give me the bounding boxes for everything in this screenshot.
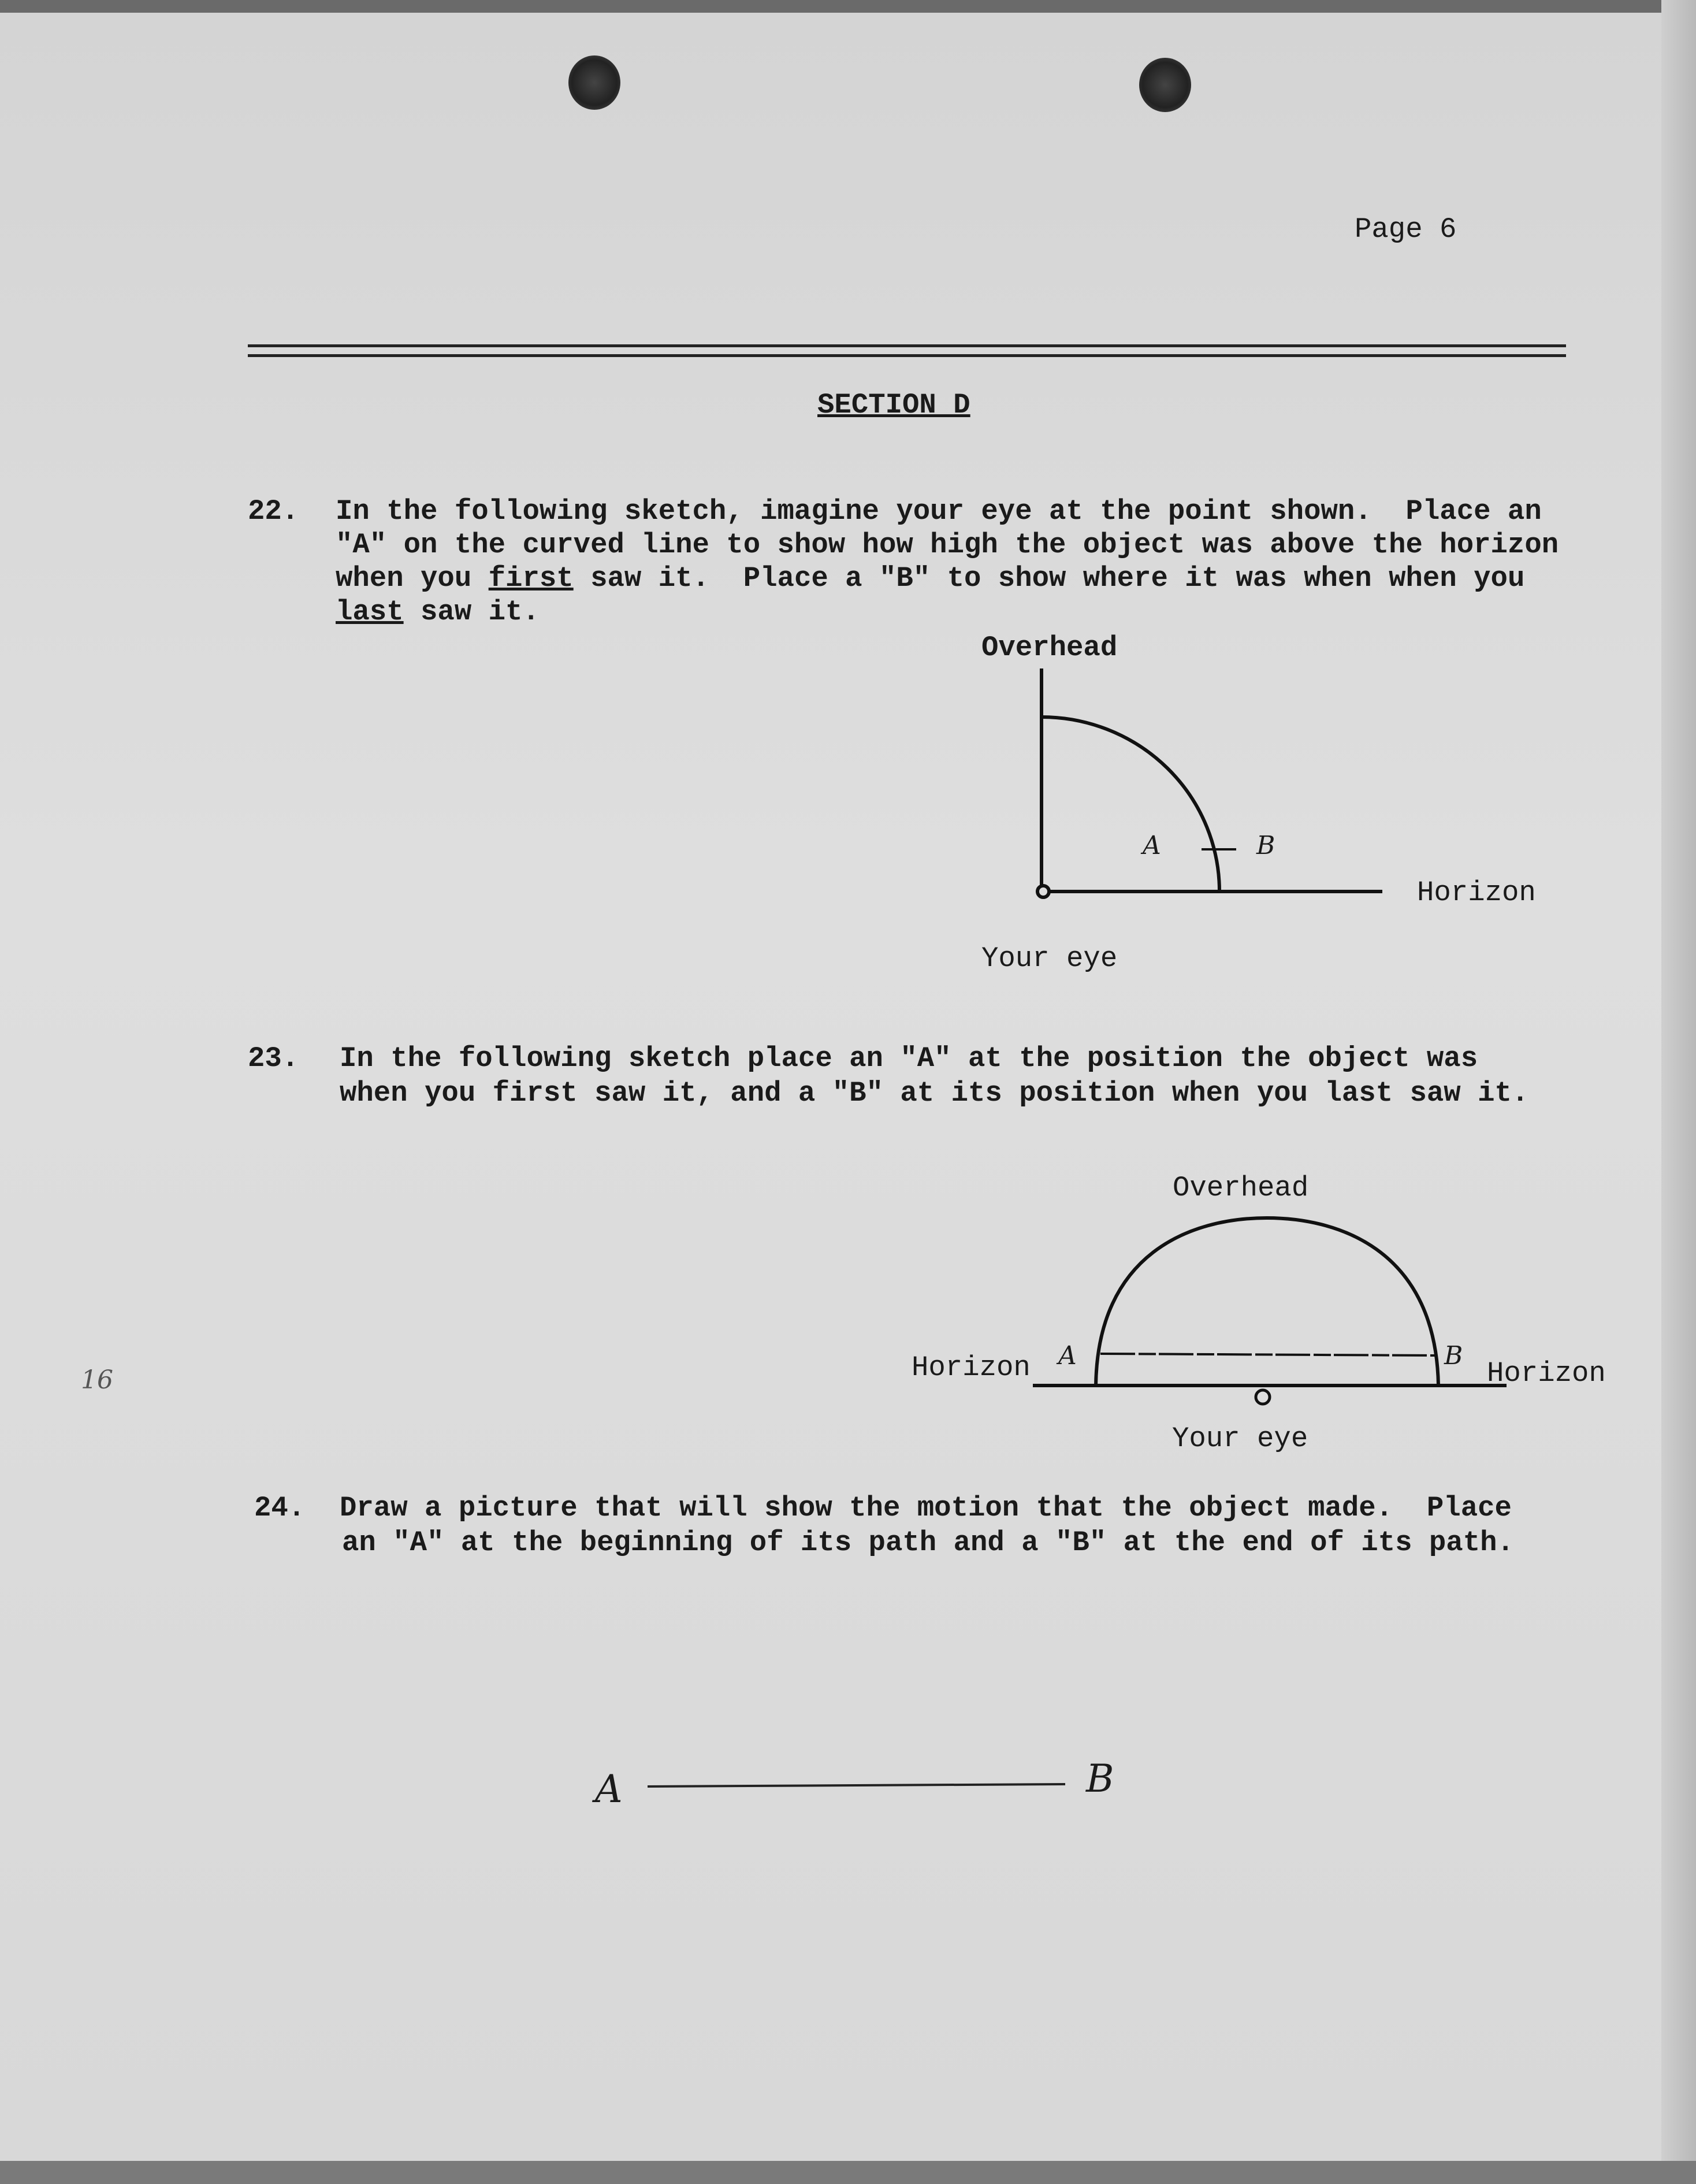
- diagram-half-arc: [1033, 1218, 1507, 1404]
- handwritten-motion-path: [648, 1784, 1065, 1786]
- question-text-line: Draw a picture that will show the motion that the object made. Place: [340, 1492, 1512, 1524]
- handwritten-b: B: [1444, 1341, 1463, 1370]
- emphasis-last: last: [336, 596, 404, 628]
- handwritten-path: [1100, 1354, 1435, 1355]
- diagram-quarter-arc: [1037, 668, 1382, 897]
- question-number: 23.: [248, 1042, 299, 1075]
- question-number: 24.: [254, 1492, 306, 1524]
- handwritten-a: A: [595, 1767, 623, 1811]
- question-text-line: In the following sketch, imagine your eye at the point shown. Place an: [336, 495, 1542, 528]
- sky-arc: [1042, 717, 1219, 892]
- eye-point: [1256, 1390, 1270, 1404]
- overhead-label: Overhead: [1173, 1172, 1309, 1204]
- page-number: Page 6: [1355, 213, 1457, 246]
- handwritten-a: A: [1058, 1341, 1077, 1370]
- text: saw it. Place a "B" to show where it was when when you: [573, 562, 1525, 595]
- horizon-label: Horizon: [1417, 876, 1536, 909]
- section-title: SECTION D: [817, 389, 970, 421]
- horizon-right-label: Horizon: [1487, 1357, 1606, 1390]
- question-text-line: "A" on the curved line to show how high the object was above the horizon: [336, 529, 1559, 561]
- emphasis-first: first: [488, 562, 574, 595]
- question-text-line: an "A" at the beginning of its path and a "B" at the end of its path.: [342, 1526, 1514, 1559]
- question-number: 22.: [248, 495, 299, 528]
- handwritten-b: B: [1256, 831, 1275, 860]
- eye-label: Your eye: [981, 942, 1118, 975]
- margin-note: 16: [81, 1365, 113, 1395]
- text: saw it.: [403, 596, 540, 628]
- question-text-line: when you first saw it, and a "B" at its position when you last saw it.: [340, 1077, 1529, 1109]
- handwritten-a: A: [1143, 831, 1161, 860]
- text: when you: [336, 562, 489, 595]
- eye-label: Your eye: [1172, 1422, 1308, 1455]
- sky-arc: [1096, 1218, 1438, 1386]
- handwritten-b: B: [1086, 1756, 1114, 1801]
- question-text-line: In the following sketch place an "A" at the position the object was: [340, 1042, 1478, 1075]
- horizon-left-label: Horizon: [912, 1351, 1031, 1384]
- eye-point: [1037, 886, 1049, 897]
- overhead-label: Overhead: [981, 632, 1118, 664]
